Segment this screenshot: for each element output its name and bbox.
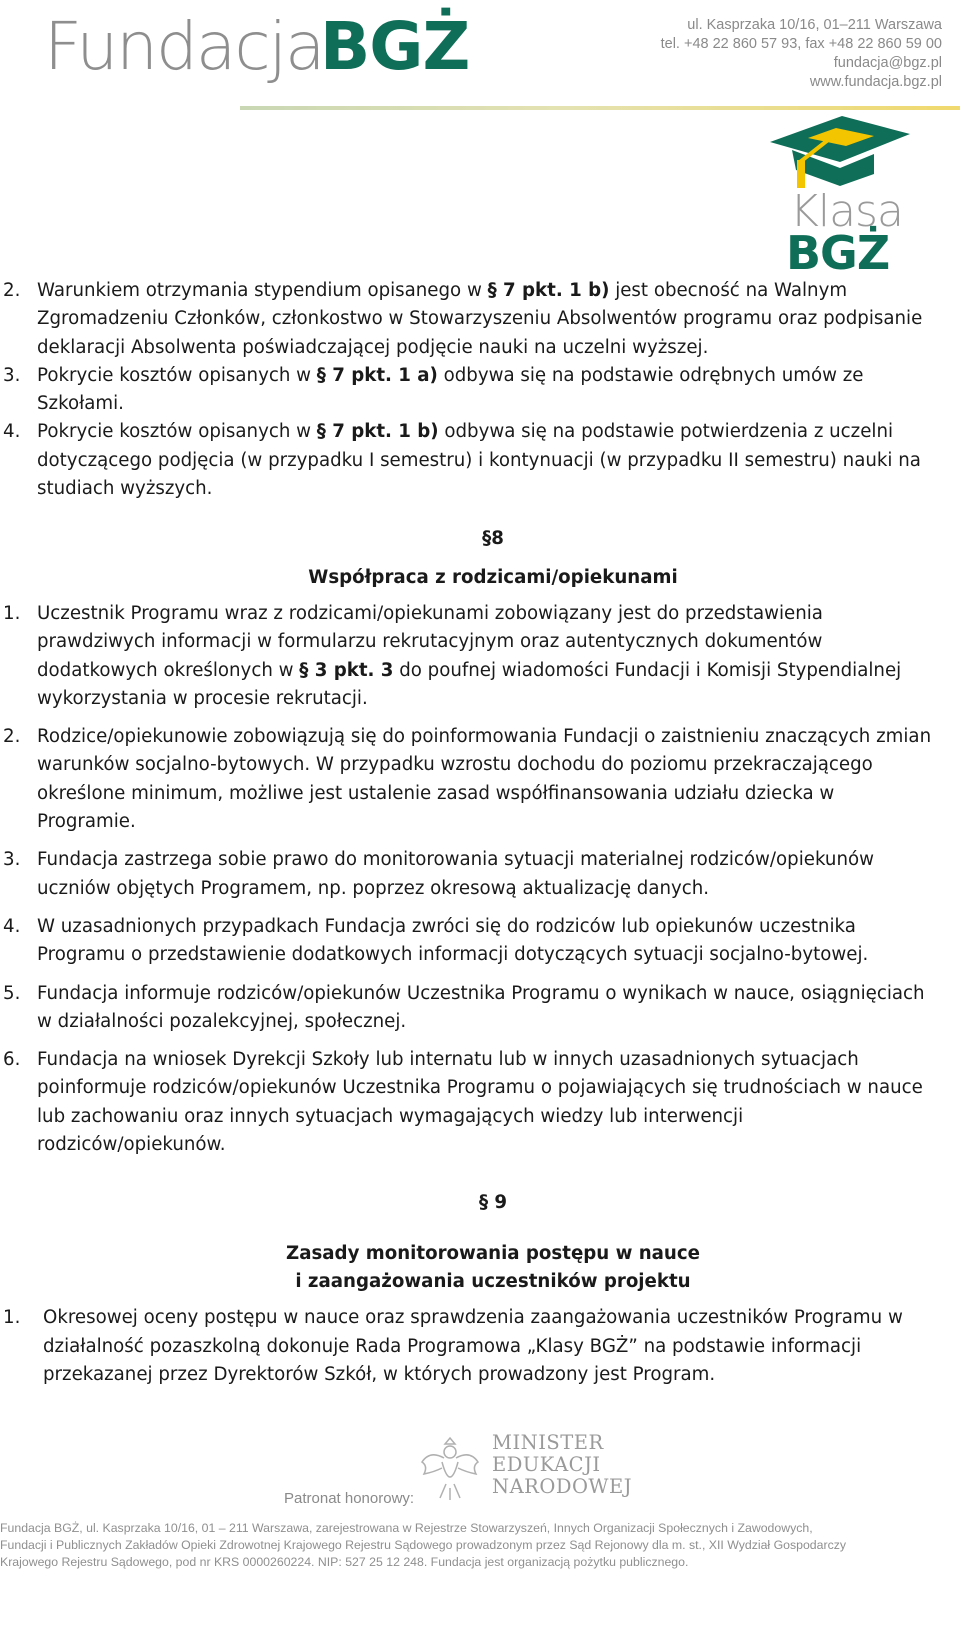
ministry-line: MINISTER (492, 1431, 604, 1454)
klasa-bgz-logo (770, 112, 920, 282)
paragraph-text: Warunkiem otrzymania stypendium opisanego w (37, 280, 488, 301)
ministry-line: NARODOWEJ (492, 1475, 633, 1498)
item-number: 4. (3, 915, 21, 937)
ministry-line: EDUKACJI (492, 1453, 601, 1476)
paragraph-8-2 (0, 723, 936, 836)
paragraph-text: odbywa się na podstawie odrębnych umów ze Szkołami. (37, 364, 864, 415)
item-number: 5. (3, 982, 21, 1004)
klasa-brand: BGŻ (786, 226, 890, 280)
patronage-label: Patronat honorowy: (284, 1490, 415, 1507)
paragraph-7-4 (0, 418, 936, 503)
section-9-title-line2: i zaangażowania uczestników projektu (295, 1270, 691, 1292)
klasa-word: Klasa (790, 186, 903, 237)
paragraph-reference: § 7 pkt. 1 b) (487, 280, 610, 301)
contact-address: ul. Kasprzaka 10/16, 01–211 Warszawa (687, 17, 942, 33)
paragraph-reference: § 7 pkt. 1 b) (316, 421, 439, 443)
paragraph-text: Fundacja na wniosek Dyrekcji Szkoły lub internatu lub w innych uzasadnionych sytuacjach poinformuje rodziców/opiekunów Uczestnika Programu o pojawiających się trudnościach w nauce lub zachowaniu oraz innych sytuacjach wymagających wiedzy lub interwencji rodziców/opiekunów. (37, 1049, 923, 1156)
contact-block (661, 16, 942, 92)
paragraph-text: do poufnej wiadomości Fundacji i Komisji Stypendialnej wykorzystania w procesie rekrutacji. (37, 659, 902, 709)
paragraph-9-1 (0, 1304, 936, 1389)
document-body (0, 277, 936, 1389)
paragraph-7-2 (0, 277, 936, 362)
item-number: 1. (3, 602, 21, 624)
item-number: 6. (3, 1049, 21, 1071)
logo-word: Fundacja (44, 8, 324, 85)
legal-line: Fundacja BGŻ, ul. Kasprzaka 10/16, 01 – 211 Warszawa, zarejestrowana w Rejestrze Stowarzyszeń, Innych Organizacji Społecznych i Zawodowych, (0, 1521, 813, 1535)
section-9-number: § 9 (478, 1192, 508, 1214)
paragraph-8-5 (0, 980, 936, 1037)
paragraph-text: Fundacja informuje rodziców/opiekunów Uczestnika Programu o wynikach w nauce, osiągnięciach w działalności pozalekcyjnej, społecznej. (37, 982, 925, 1032)
item-number: 2. (3, 280, 21, 301)
paragraph-text: Pokrycie kosztów opisanych w (37, 421, 317, 443)
paragraph-text: Rodzice/opiekunowie zobowiązują się do poinformowania Fundacji o zaistnieniu znaczących zmian warunków socjalno-bytowych. W przypadku wzrostu dochodu do poziomu przekraczającego określone minimum, możliwe jest ustalenie zasad współfinansowania udziału dziecka w Programie. (37, 726, 932, 833)
item-number: 3. (3, 364, 21, 386)
paragraph-text: Uczestnik Programu wraz z rodzicami/opiekunami zobowiązany jest do przedstawienia prawdziwych informacji w formularzu rekrutacyjnym oraz autentycznych dokumentów dodatkowych określonych w (37, 602, 823, 681)
legal-line: Krajowego Rejestru Sądowego, pod nr KRS 0000260224. NIP: 527 25 12 248. Fundacja jest organizacją pożytku publicznego. (0, 1555, 689, 1569)
paragraph-8-3 (0, 846, 936, 903)
contact-phone: tel. +48 22 860 57 93, fax +48 22 860 59 00 (660, 36, 942, 52)
paragraph-text: Pokrycie kosztów opisanych w (37, 364, 317, 386)
item-number: 1. (3, 1307, 21, 1329)
paragraph-7-3 (0, 362, 936, 419)
paragraph-text: odbywa się na podstawie potwierdzenia z uczelni dotyczącego podjęcia (w przypadku I semestru) i kontynuacji (w przypadku II semestru) nauki na studiach wyższych. (37, 421, 921, 500)
fundacja-bgz-logo (44, 8, 470, 98)
paragraph-8-6 (0, 1046, 936, 1159)
eagle-emblem-icon (420, 1432, 480, 1504)
ministry-logo-text (492, 1432, 632, 1498)
paragraph-text: Okresowej oceny postępu w nauce oraz sprawdzenia zaangażowania uczestników Programu w działalność pozaszkolną dokonuje Rada Programowa „Klasy BGŻ” na podstawie informacji przekazanej przez Dyrektorów Szkół, w których prowadzony jest Program. (43, 1307, 903, 1385)
section-8-title: Współpraca z rodzicami/opiekunami (308, 566, 678, 588)
section-9-title-line1: Zasady monitorowania postępu w nauce (286, 1242, 700, 1264)
paragraph-8-4 (0, 913, 936, 970)
header-divider (240, 106, 960, 110)
item-number: 2. (3, 726, 21, 748)
item-number: 4. (3, 421, 21, 443)
legal-footer (0, 1520, 960, 1571)
legal-line: Fundacji i Publicznych Zakładów Opieki Zdrowotnej Krajowego Rejestru Sądowego prowadzonym przez Sąd Rejonowy dla m. st., XII Wydział Gospodarczy (0, 1538, 847, 1552)
paragraph-8-1 (0, 600, 936, 713)
contact-email: fundacja@bgz.pl (833, 55, 942, 71)
item-number: 3. (3, 849, 21, 871)
paragraph-text: Fundacja zastrzega sobie prawo do monitorowania sytuacji materialnej rodziców/opiekunów uczniów objętych Programem, np. poprzez okresową aktualizację danych. (37, 849, 874, 899)
paragraph-text: W uzasadnionych przypadkach Fundacja zwróci się do rodziców lub opiekunów uczestnika Programu o przedstawienie dodatkowych informacji dotyczących sytuacji socjalno-bytowej. (37, 915, 869, 966)
paragraph-reference: § 7 pkt. 1 a) (316, 364, 438, 386)
contact-website: www.fundacja.bgz.pl (809, 74, 942, 90)
logo-brand: BGŻ (320, 8, 470, 85)
paragraph-reference: § 3 pkt. 3 (299, 659, 394, 681)
section-8-number: §8 (482, 528, 504, 550)
paragraph-text: jest obecność na Walnym Zgromadzeniu Członków, członkostwo w Stowarzyszeniu Absolwentów programu oraz podpisanie deklaracji Absolwenta poświadczającej podjęcie nauki na uczelni wyższej. (37, 280, 923, 358)
